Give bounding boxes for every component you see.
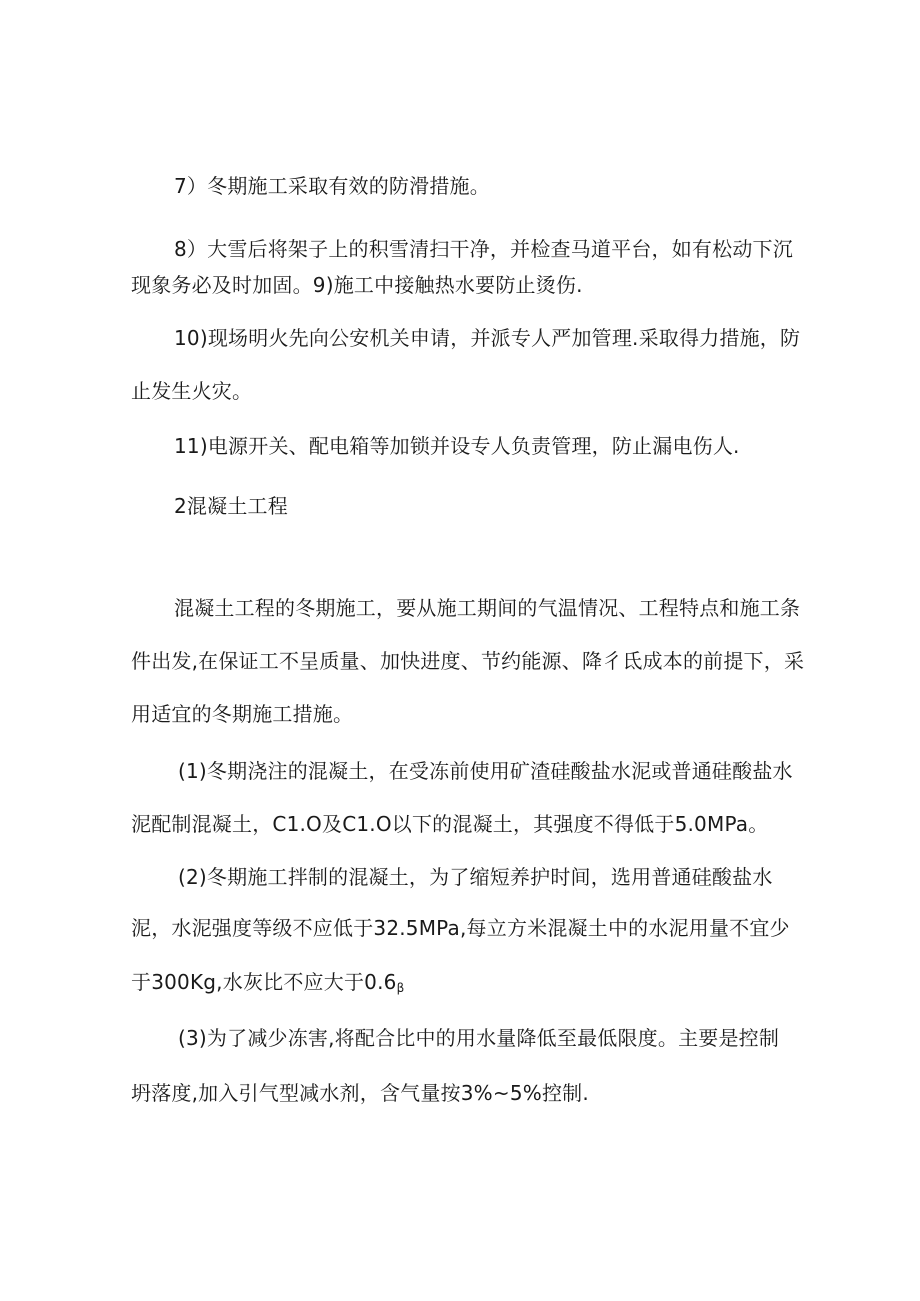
intro-line-3: 用适宜的冬期施工措施。 <box>131 702 354 726</box>
item-2-line-3-text: 于300Kg,水灰比不应大于0.6 <box>131 970 397 994</box>
item-2-trailing-glyph: β <box>396 981 405 995</box>
para-10-line-1: 10)现场明火先向公安机关申请，并派专人严加管理.采取得力措施，防 <box>174 326 801 350</box>
para-7-line-1: 7）冬期施工采取有效的防滑措施。 <box>174 174 490 198</box>
para-8-line-1: 8）大雪后将架子上的积雪清扫干净，并检查马道平台，如有松动下沉 <box>174 237 793 261</box>
para-8-line-2: 现象务必及时加固。9)施工中接触热水要防止烫伤. <box>131 273 583 297</box>
item-2-line-3 <box>131 968 404 1002</box>
item-1-line-1: (1)冬期浇注的混凝土，在受冻前使用矿渣硅酸盐水泥或普通硅酸盐水 <box>178 759 793 783</box>
para-11-line-1: 11)电源开关、配电箱等加锁并设专人负责管理，防止漏电伤人. <box>174 434 740 458</box>
item-2-line-2: 泥，水泥强度等级不应低于32.5MPa,每立方米混凝土中的水泥用量不宜少 <box>131 916 790 940</box>
item-3-line-2: 坍落度,加入引气型减水剂，含气量按3%~5%控制. <box>131 1081 589 1105</box>
item-3-line-1: (3)为了减少冻害,将配合比中的用水量降低至最低限度。主要是控制 <box>178 1026 780 1050</box>
para-10-line-2: 止发生火灾。 <box>131 379 253 403</box>
item-2-line-1: (2)冬期施工拌制的混凝土，为了缩短养护时间，选用普通硅酸盐水 <box>178 865 773 889</box>
intro-line-2: 件出发,在保证工不呈质量、加快进度、节约能源、降彳氐成本的前提下，采 <box>131 649 805 673</box>
item-1-line-2: 泥配制混凝土，C1.O及C1.O以下的混凝土，其强度不得低于5.0MPa。 <box>131 812 769 836</box>
section-heading: 2混凝土工程 <box>174 494 288 518</box>
intro-line-1: 混凝土工程的冬期施工，要从施工期间的气温情况、工程特点和施工条 <box>174 596 801 620</box>
